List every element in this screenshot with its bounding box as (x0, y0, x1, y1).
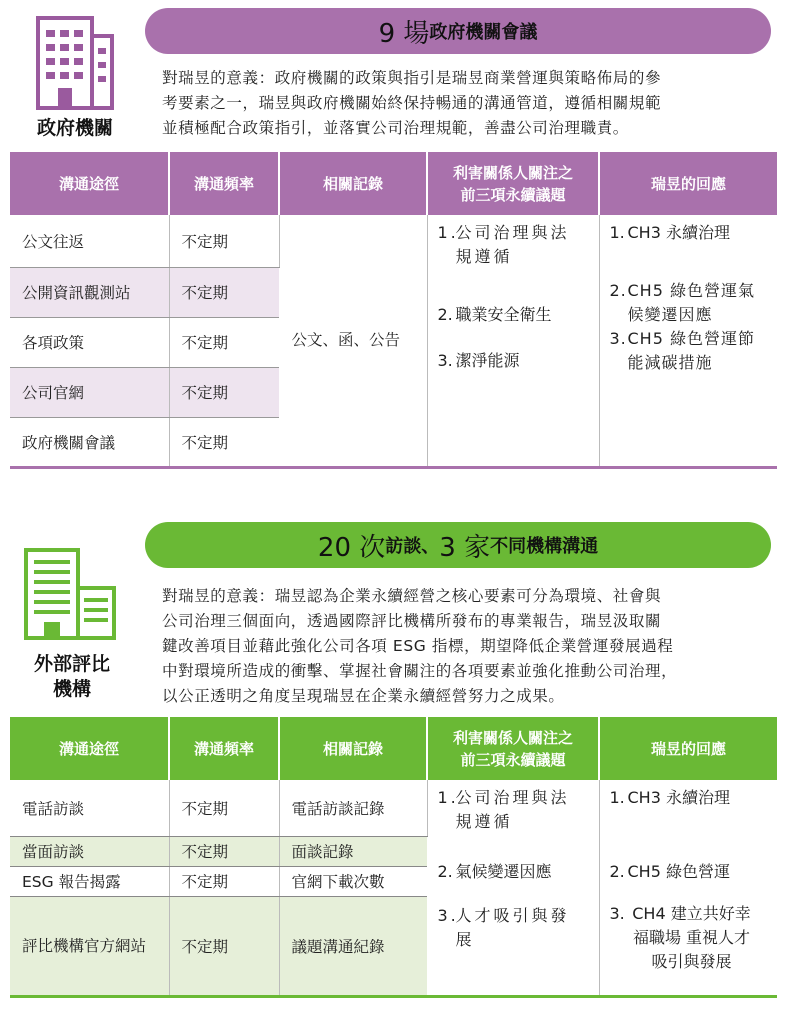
table-cell-channel: 公開資訊觀測站 (10, 267, 169, 317)
table-cell-record: 議題溝通紀錄 (291, 937, 385, 956)
meaning-line: 以公正透明之角度呈現瑞昱在企業永續經營努力之成果。 (162, 687, 565, 705)
table-cell-record: 電話訪談記錄 (279, 780, 427, 836)
meaning-line: 對瑞昱的意義：瑞昱認為企業永續經營之核心要素可分為環境、社會與 (162, 587, 662, 605)
table-cell-topics: 1. 公司治理與法規遵循 2. 職業安全衛生 3. 潔淨能源 (427, 215, 599, 467)
banner-text: 訪談、 (385, 536, 440, 557)
meaning-line: 對瑞昱的意義：政府機關的政策與指引是瑞昱商業營運與策略佈局的參 (162, 69, 662, 87)
table-cell-record: 面談記錄 (279, 836, 427, 866)
table-cell-response: 1. CH3 永續治理 2. CH5 綠色營運氣候變遷因應 3. CH5 綠色營運節能減碳措施 (599, 215, 777, 467)
table-cell-frequency: 不定期 (169, 215, 279, 267)
meaning-paragraph (162, 66, 772, 141)
building-icon (36, 14, 114, 112)
communication-table (10, 717, 777, 998)
banner-text: 政府機關會議 (429, 22, 538, 43)
banner-count: 3 家 (439, 532, 491, 563)
meaning-line: 公司治理三個面向，透過國際評比機構所發布的專業報告，瑞昱汲取關 (162, 612, 662, 630)
banner-text: 不同機構溝通 (490, 536, 599, 557)
table-cell-channel: 各項政策 (10, 317, 169, 367)
table-cell-response: 1. CH3 永續治理 2. CH5 綠色營運 3. CH4 建立共好幸福職場 重視人才吸引與發展 (599, 780, 777, 996)
table-cell-frequency: 不定期 (181, 433, 229, 452)
meaning-line: 考要素之一，瑞昱與政府機關始終保持暢通的溝通管道，遵循相關規範 (162, 94, 662, 112)
section-banner (145, 522, 771, 568)
table-cell-channel: 政府機關會議 (10, 417, 169, 467)
meaning-line: 鍵改善項目並藉此強化公司各項 ESG 指標，期望降低企業營運發展過程 (162, 637, 674, 655)
meaning-paragraph (162, 584, 772, 709)
header-frequency: 溝通頻率 (169, 152, 279, 215)
header-topics: 利害關係人關注之 前三項永續議題 (427, 152, 599, 215)
table-cell-frequency: 不定期 (169, 367, 279, 417)
table-cell-frequency: 不定期 (169, 780, 279, 836)
header-record: 相關記錄 (279, 717, 427, 780)
table-cell-topics: 1. 公司治理與法規遵循 2. 氣候變遷因應 3. 人才吸引與發展 (427, 780, 599, 996)
section-banner (145, 8, 771, 54)
table-cell-channel: 公司官網 (10, 367, 169, 417)
table-cell-frequency: 不定期 (169, 267, 279, 317)
table-cell-frequency: 不定期 (169, 866, 279, 896)
meaning-line: 中對環境所造成的衝擊、掌握社會關注的各項要素並強化推動公司治理， (162, 662, 678, 680)
table-cell-record: 公文、函、公告 (279, 215, 427, 467)
header-response: 瑞昱的回應 (650, 739, 726, 758)
header-record: 相關記錄 (279, 152, 427, 215)
banner-count: 20 次 (317, 532, 386, 563)
table-cell-channel: 評比機構官方網站 (10, 896, 169, 996)
header-response: 瑞昱的回應 (650, 174, 726, 193)
table-cell-record: 官網下載次數 (279, 866, 427, 896)
communication-table (10, 152, 777, 469)
table-cell-frequency: 不定期 (169, 836, 279, 866)
table-cell-channel: 電話訪談 (10, 780, 169, 836)
meaning-line: 並積極配合政策指引，並落實公司治理規範，善盡公司治理職責。 (162, 119, 629, 137)
header-channel: 溝通途徑 (10, 152, 169, 215)
header-frequency: 溝通頻率 (169, 717, 279, 780)
table-cell-frequency: 不定期 (169, 317, 279, 367)
table-cell-channel: ESG 報告揭露 (10, 866, 169, 896)
table-cell-frequency: 不定期 (169, 896, 279, 996)
category-label: 外部評比 機構 (33, 653, 110, 700)
table-cell-channel: 當面訪談 (10, 836, 169, 866)
table-cell-channel: 公文往返 (10, 215, 169, 267)
header-channel: 溝通途徑 (10, 717, 169, 780)
banner-count: 9 場 (378, 18, 430, 49)
header-topics: 利害關係人關注之 前三項永續議題 (427, 717, 599, 780)
office-building-icon (22, 546, 118, 642)
category-label: 政府機關 (36, 117, 113, 139)
